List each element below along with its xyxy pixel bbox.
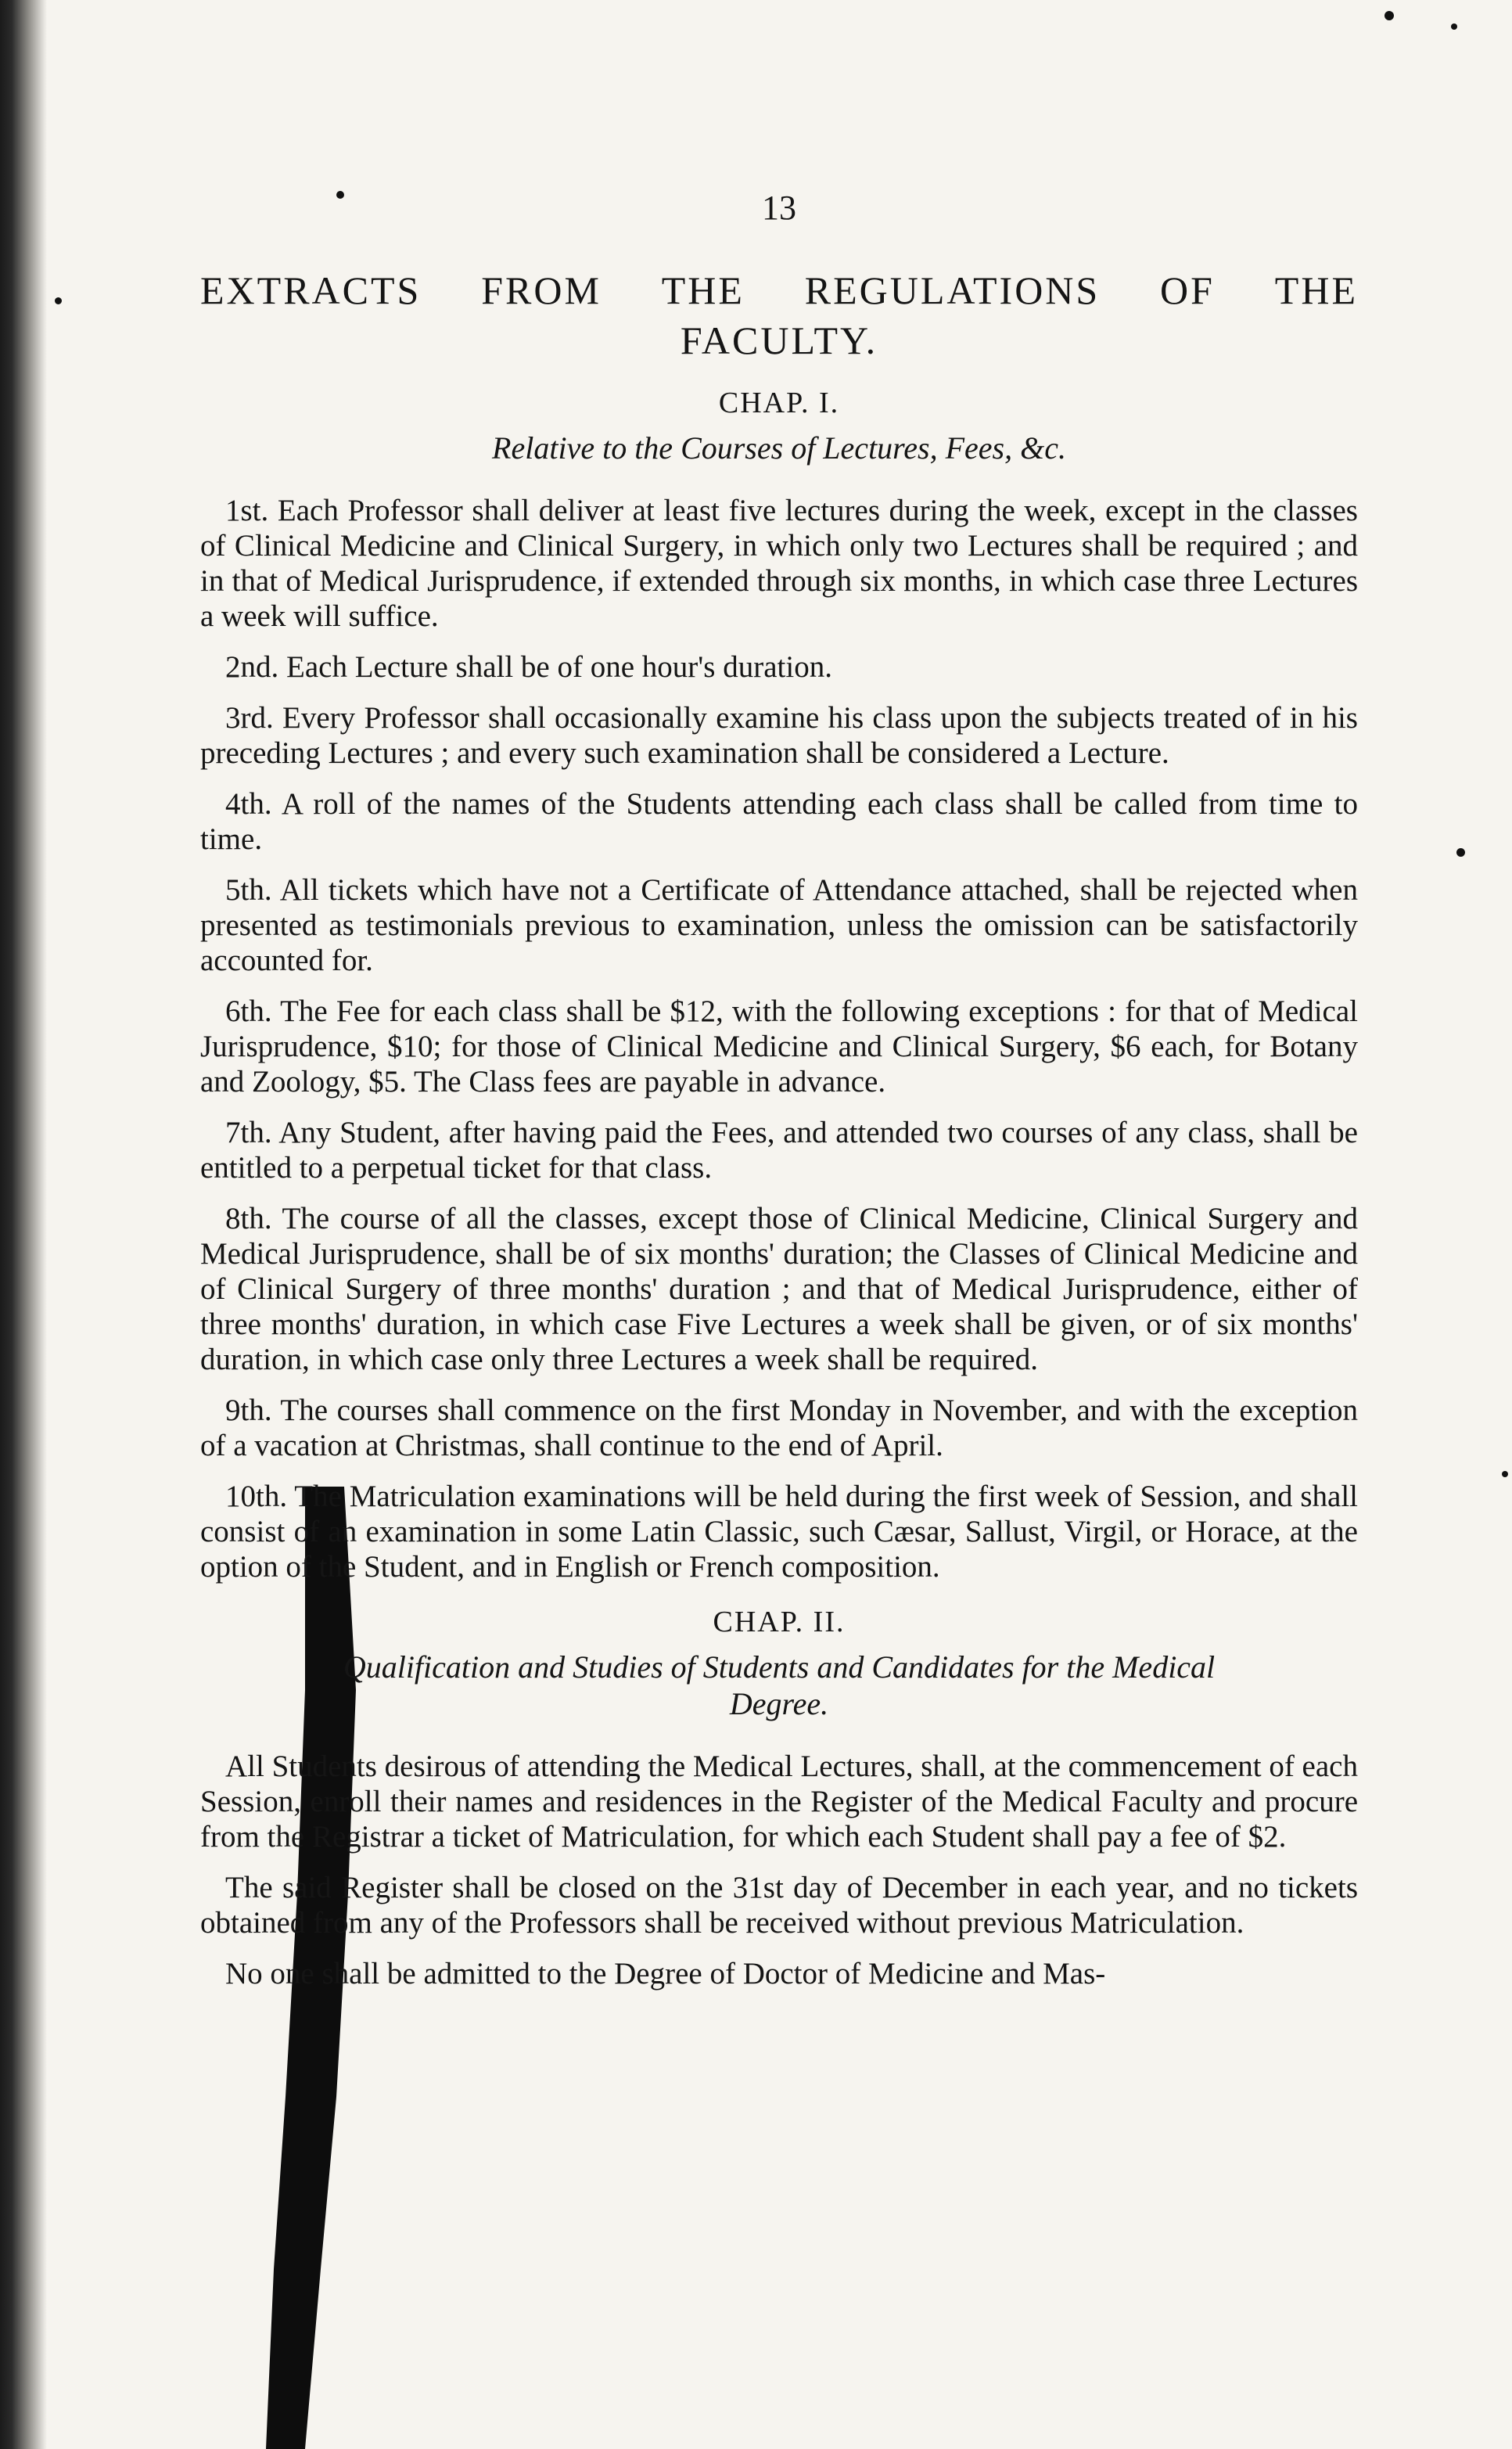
regulation-paragraph: 8th. The course of all the classes, except those of Clinical Medicine, Clinical Surgery and Medical Jurisprudence, shall be of six months' duration; the Classes of Clinical Medicine and of Clinical Surgery of three months' duration ; and that of Medical Jurisprudence, either of three months' duration, in which case Five Lectures a week shall be given, or of six months' duration, in which case only three Lectures a week shall be required. <box>200 1202 1358 1376</box>
main-title <box>200 265 1358 365</box>
title-word: EXTRACTS <box>200 268 422 312</box>
title-line-2: FACULTY. <box>680 318 878 362</box>
dust-speck <box>1451 23 1457 30</box>
chapter-2-subheading <box>200 1649 1358 1722</box>
chapter-1-subheading: Relative to the Courses of Lectures, Fees, &c. <box>492 430 1066 466</box>
regulation-paragraph: The said Register shall be closed on the 31st day of December in each year, and no tickets obtained from any of the Professors shall be received without previous Matriculation. <box>200 1871 1358 1940</box>
regulation-paragraph: 4th. A roll of the names of the Students attending each class shall be called from time to time. <box>200 787 1358 856</box>
chapter-2-subheading-line-2: Degree. <box>729 1686 829 1721</box>
regulation-paragraph: 7th. Any Student, after having paid the Fees, and attended two courses of any class, shall be entitled to a perpetual ticket for that class. <box>200 1116 1358 1185</box>
dust-speck <box>1456 848 1465 857</box>
chapter-2-heading: CHAP. II. <box>713 1606 846 1638</box>
title-word: FROM <box>481 268 602 312</box>
chapter-1-heading: CHAP. I. <box>718 387 840 419</box>
regulation-paragraph: 6th. The Fee for each class shall be $12, with the following exceptions : for that of Medical Jurisprudence, $10; for those of Clinical Medicine and Clinical Surgery, $6 each, for Botany and Zoology, $5. The Class fees are payable in advance. <box>200 994 1358 1099</box>
dust-speck <box>55 297 62 304</box>
title-word: THE <box>661 268 745 312</box>
dust-speck <box>336 191 344 199</box>
title-word: REGULATIONS <box>804 268 1101 312</box>
title-line-1 <box>200 265 1358 315</box>
dust-speck <box>1502 1471 1508 1477</box>
dust-speck <box>1385 11 1394 20</box>
regulation-paragraph: 10th. The Matriculation examinations will be held during the first week of Session, and shall consist of an examination in some Latin Classic, such Cæsar, Sallust, Virgil, or Horace, at the option of the Student, and in English or French composition. <box>200 1480 1358 1584</box>
regulation-paragraph: 2nd. Each Lecture shall be of one hour's duration. <box>225 650 832 684</box>
regulation-paragraph: 1st. Each Professor shall deliver at least five lectures during the week, except in the classes of Clinical Medicine and Clinical Surgery, in which only two Lectures shall be required ; and in that of Medical Jurisprudence, if extended through six months, in which case three Lectures a week will suffice. <box>200 494 1358 633</box>
regulation-paragraph: No one shall be admitted to the Degree of Doctor of Medicine and Mas- <box>225 1957 1106 1990</box>
binding-shadow <box>0 0 47 2449</box>
chapter-2-subheading-line-1: Qualification and Studies of Students and Candidates for the Medical <box>343 1649 1216 1685</box>
title-word: THE <box>1274 268 1358 312</box>
title-word: OF <box>1160 268 1215 312</box>
text-column <box>200 188 1358 2007</box>
page-number: 13 <box>762 189 796 227</box>
regulation-paragraph: 9th. The courses shall commence on the first Monday in November, and with the exception of a vacation at Christmas, shall continue to the end of April. <box>200 1394 1358 1462</box>
regulation-paragraph: All Students desirous of attending the Medical Lectures, shall, at the commencement of each Session, enroll their names and residences in the Register of the Medical Faculty and procure from the Registrar a ticket of Matriculation, for which each Student shall pay a fee of $2. <box>200 1750 1358 1854</box>
regulation-paragraph: 5th. All tickets which have not a Certificate of Attendance attached, shall be rejected when presented as testimonials previous to examination, unless the omission can be satisfactorily accounted for. <box>200 873 1358 977</box>
regulation-paragraph: 3rd. Every Professor shall occasionally examine his class upon the subjects treated of in his preceding Lectures ; and every such examination shall be considered a Lecture. <box>200 701 1358 770</box>
